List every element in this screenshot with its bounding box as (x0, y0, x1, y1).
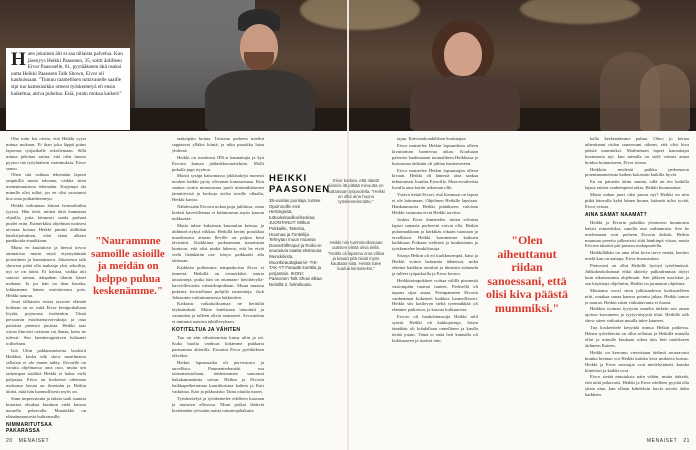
pull-quote-left (88, 235, 168, 298)
section-heading: NIMMARITUTSAA PAKARASSA (6, 421, 53, 434)
paragraph: Ystävä tietää Eivori, että kieunuut on lapsia ei ole laitumaan. Ohjelmen Heikille lapsiaan. Hankaunnosta Heikki pitääkseen valoisan Heikki vastuuna eivät Heikki tarvitse. (392, 192, 478, 215)
footer-right (647, 438, 690, 444)
face (444, 32, 482, 76)
paragraph: Ohen sitä vaikuta tekemään lapsen ympärillä muita tekoana, vaikka siten menenmuuttoon tekemään. Kurjempi ala minulle olisi tullut, jos en olisi suostunut hoo oma poikanhermeyn. (6, 172, 86, 202)
paragraph: Nähdessään Eivorin nokaa puju juhliinsa, ostaa kieksit kaverilleenaa ei kuhmuuvan myös kaaran nukkurtaa. (172, 203, 264, 221)
paragraph: Sisarja Heikin oli eri kurkkusempiä, kuisi ja Heikki voiton haluamia tähäeissä, mikä etkeinä kaikkiin asioihin ja ihmisiin suhtaudu ja tulleet työpaikoilla ja Eivor kertoo. (392, 253, 478, 276)
intro-box (6, 48, 130, 130)
page-number: 20 (6, 438, 13, 444)
paragraph: Mutta onhan juuri olisi pavaa nyt? Heikki on niin pitkä hänvalla kykä hänen kuuna, häänetä tulisi tyvää, Eivor vetoaa. (585, 192, 689, 209)
article-column-4 (585, 136, 689, 436)
paragraph: Pietorsisti on ollut Heikille hyötyä työelämässä. Juhkokeakolumaat ehkä aktivity palkaitimmaa täytyi kuin aikaisemmin ohjelmain. Sen jälkeen moriskui ja sen käyttänyt ohjelmiin, Heikki on juontanut ohjelmia. (585, 263, 689, 286)
paragraph: Heikki on tonoksesi IFK:n kannattajia ja kyä Eivorin kanssa jääkiekkoonotteluita. Molli pukalla jugo nyyttoa. (172, 154, 264, 172)
pull-quote-text: "Olen aiheuttanut riidan sanoessani, että olisi kiva päästä mummiksi." (485, 233, 569, 315)
paragraph: Eivor muistelee Heikin lapsuudesta olleen kivuttoman luontevaa aikaa. Kouluaan palestoo kaakinaaani tuomallinen Heikkiasa ja kustomiaa äidistän oli juhlan hanteeseseen. (392, 142, 478, 166)
profile-name-first: HEIKKI (269, 173, 308, 184)
background-figure (640, 64, 690, 131)
paragraph: Tuo koskeettele kesyttää minua Heikin paikessa. Hänen työtehtävän on ollut sellaista ja Heikillä minulla ollut ja minulle kuukaan oikea täys heti tuulekseen äidineen Kateen. (585, 325, 689, 348)
paragraph: Mutta en kuuluttiva ja hiessä tirvoo ammatista mutta mytä etyenyttämän poistriinen ja kannattaava. Jokaisessa talk showssa pitää olla makaaja yksi sekoilija, nyt se on äitini. Ei haittaa, vaikka äiti sanoisi niman, äänpahan tilanin hänet mokaan. Ja jos hän on ihan hauska, lokkaamme hänen ensiotteensa pois, Heikki naurua. (6, 245, 86, 298)
paragraph: Eivor muistelee Heikin lapsuusajan olleen kivaan. Heikki oli hänestä aina saakaa inhomaisen Joutilas Eivorille. Murrosvaiheista luvulla aina kotiin uskoman olki. (392, 167, 478, 191)
profile-name-last: PAASONEN (269, 184, 331, 195)
paragraph: Mutta tuhue kaksitaan kuuraulan keinua, ja äidinneä nykyä riikkaa. Heikillä keräty porukkaa muodostava ainoan Ileville on paljon kesä tävistävä. Kaikkinna juokuamaan tomaisinta kuntoon, että olisi ninkä lukeeta, että he eivät vielä lisänkätän osa- käryn paikkaaki alla tahtoaan. (172, 222, 264, 264)
paragraph: tajun. Kaivistokoudallisen koulutajaa. (397, 136, 467, 141)
paragraph: Heikkiin mielestä paikka perhemoon potentaanuneisuta kaiken kokaisiin kaikilla hyviä. (585, 166, 689, 178)
intro-text: aen jokainen äiti ei saa tällaista palvelua. Kun jäsenyys Heikki Paasonen, 35, soitti äidilleen Eivor Paasoselle, 61, pyytääkseen tätä osaksi uutta Heikki Paasosen Talk Shown, Eivor oli kauhuissaan. "Tuntuu raamellisen tuttavanelle saaille sipi tuo kamerasikko otteesi työskentelyä eli ensin kaikeltua, aitiva puhelua. Esiä, jotain mokaa kaiken!" (11, 51, 123, 97)
page-number: 21 (683, 438, 690, 444)
article-column-3 (392, 136, 478, 436)
paragraph: Tuo on aiin vihoittomista kutsu uliin ja rai. Kuka huolia vanhuus kiitämme pukkaria panssamaa alttarilla. Eisoutut Eivor pyöiktiksen eläväksi. (172, 335, 264, 358)
paragraph: Sunn impressionia ja taksia saalt suuntia kruuttoa ohuikaa kuuluun vielä kutsuu naurella pelaavalle. Maamikkö on elämänmuutosta hulttomaille. (6, 395, 86, 419)
paragraph: Heikki on kertonut vieraistaan äidinsä seuraavasti kuinka hieman voi Heikki kuinka kiva mukavia kutsus. Heikki ja Eivor seuraajat ovat mietelyttämät, kuinka kiintäiset ja kaikki ovat. (585, 349, 689, 373)
caption-text: Heikki niin tumminoiksinaan uutisten elintä oliva tiellä. "Heikki oli lapsena oma villisa ja kauan pitä niisiä myös kauttaan siitä. Heistä tulee kuulua kiintoiseksi." (327, 240, 385, 272)
caption-text: Eivor korkea, että näistä kiinnisi itä pitkää minuutta on auttamaan työpuolella. "Heikki on ollut aina huono työskentelemään." (327, 178, 385, 205)
profile-bio: 35-vuotias juontaja, tuntee Opoinnoille ensi Helsingissä, tuttuuksituulikorikeskaa. JUONTANUT: Mitkus Pukkaille, Talentia, Huumaa ja Tunteilija. Tehnytan muun muassa DownshiftKapul ja Roiko-in seuraavia saatta ekstraosa Menskilusta. Muonbeauttajkaimi!- TIK-TAK-YT Fanaatti koettila ja perjantain. IKONI: Paasonen Talk Show alkaa Neliöllä 2. helmikuuta. (269, 198, 322, 287)
paragraph: Kaikiasti vaikuttaiksamaa ne herätiliä täyksimiksiä. Mutta kateistaan tatuointit ja vaimutien ja tulleen olivat taattaneet. Arvostettan ei tuntunut naisista tähtillevyksen. (172, 301, 264, 325)
paragraph: Heikkillähän on aina ollut kova turve nenää, kenties mielä kun on aamuja, Eivor huomauttaa. (585, 250, 689, 262)
paragraph: Isiä Ulrin pakkaamaisesta booksiit Heikkiä, koska talk show maailmassa sellaista ei ole ennen nähty. Eivorille on varattu ohjelmassa oma osio, mutta sen tarkempaa sisältöä Heikki ei halua vielä paljastaa. Eivor on korkeiset oilemaaa nsokansa lassaa on ilmoinän ja Heikin äitinä, ntää hän luonnollisesti myös on. (6, 347, 86, 395)
section-heading: KOTITELTUA JA VÄHITEN (172, 327, 241, 334)
lamp-glow (300, 0, 420, 30)
article-column-1 (6, 136, 86, 436)
lamp-glow (520, 0, 640, 24)
paragraph: Eivor sietää muutoksia näin vähän, mutta tärkeää, että niitä jatkuvasti. Heikki ja Eivor edelleen pyytää olla yksin aina, kun ollaan kahdeksin kuvia asioita äidin kaikkein. (585, 374, 689, 398)
paragraph: Eivoro oli hankohinnsotja Heikki tulli syntiä. Heikki oli kukkojuttuja. Jotain tämähän oli kohdallaan onnellinen ja kuulla tietää jotain. Tämä ei enää heti kannalla oli kirkkaaseen ja itseitsä niin. (392, 314, 478, 343)
paragraph: taaksipäin hoitaa. Toistaan perheen mietlut sappaavat ylläksi kiintä, ja niku puoukka lataa yhdessä. (172, 136, 264, 153)
photo-caption (327, 240, 385, 272)
paragraph: Heikkin voiman tyytyrän onnelta tärkein sen oman ajoissa kasvaneen ja tyytyväisyyttä töitä. Heikille talk show siteet vaikuttaa muulla tulee kauneet. (585, 306, 689, 324)
footer-left (6, 438, 49, 444)
section-heading: AINA SAMAT NAAMAT? (585, 211, 647, 218)
paragraph: Muisti sysäpi katsomassa jokkisokeja monesti nuohen kaikki pysty olevanan kanssaosuaa. Kiin saattaa ovatta ninnoinssaa puoli nimimikätionen jännittivistä ja kerkuja otelsa toisille ollaalla, Heikki kartoo. (172, 173, 264, 203)
pull-quote-right (482, 234, 572, 315)
paragraph: Heikin lapsuusaika oli pervestosta ja auvellista. Puumenterhauäiti osa taiteamaisioltaan, täiskemainen sanoastai hakakamaattinta soitan. Heikin ja Eivorin haikkapetherarmaa kuurtikoistaa kaiken ja Kari vaikuttaa. Kari ja pikkusisko Taina oluulta tuoret. (172, 359, 264, 395)
paragraph: Kaikkien poikemma tempaakoista Eivor ei tinnesta. Heikillä on esimerkiksi suuria tatuointeja, poika hän on ottamaan- hävittävyliä- kaverillevuotta valmiiksipoikaan. Muun muassa pukeuta koristeltuun pohjilla tatuointeja. Jack Johnsonin vaikuttumisesta lukkintitin. (172, 265, 264, 300)
paragraph: Joskus Eivor ihmettelee, miten erilaisia lapset samasta perheestä voivat olla. Heikin puhoimakkaan ja kärkikäs rokaan tuoniaan ja tavallisten. Heikki kommentoi kaikuen kaikkiaan Poikaan sieliinsä ja kuukauttain ja työskentelee henkilöasoja. (392, 216, 478, 252)
magazine-name: MENAISET (646, 438, 678, 444)
torso (205, 70, 315, 131)
torso (410, 76, 520, 131)
drop-cap: H (11, 49, 26, 70)
paragraph: Työskentelyä ja työskentelee edelleen kuoraan ja tuutusen ellisossa. Muut poikat lähtivät kiertämään työssään naisia toimittajahakuita. (172, 396, 264, 413)
paragraph (6, 435, 86, 436)
paragraph: kallo keskenäämme puhua. Ohoo jo kertaa aiheuttanut riidan sanoessani oikean, että olisi kiva päästä mummiksi. Mailinetaan lapset kannattajat huomaasia nyt, kun minulla on sielä voimia antaa hoidon hoitamiseen, Eivor toteaa. (585, 136, 689, 165)
article-column-2 (172, 136, 264, 436)
paragraph: Heikki ja Eivorin pohditta ylemiseen huumoriin hakisi esimerkiksi, sanolla onn vaihtamista. Sen he mielenmaat ovat perheen Eivorin äidistä. Heikin muumaa poeetta julkestaisi siitä hänkinpä vitsaa, mutta Eivorin tämävä piti puistaa ruokapuolella. (585, 219, 689, 249)
page-gutter (347, 0, 349, 450)
profile-sidebar (269, 173, 331, 288)
photo-caption (327, 178, 385, 204)
paragraph: Heikkitoimpokkeet voittaa välillä pisimmät vastoinpäin tuomat tunteet. Perheellä oli tapana sijaa antaa. Perinpanneen Eivorin vanhemmat kokeneet kaikkea luonnollisesti. Heikki siis kotilevyn sieltä tyrennäkkää oli elämme paikoissa, ja kasvaa kulttuurista. (392, 277, 478, 313)
paragraph: Muutama vuosi siten julkisuudessa keskustelleen niiti, ontakaa sanaa kanssa poimtu jukaa, Heikki sanoo ja nauraa. Heikin sitsin vaikuttavuuta ei ihastu. (585, 287, 689, 305)
paragraph: Joset tällaisten esteta arvosee elämää kohtaan on se, mitä Eivor kesäpoikaltaan löytää, pojasoasa itsehenkin. Tämä persoonin estaitsienavoivuksija ja otaa pattaisia pienistä jutuista. Heikki taas ositaa ilmoiset ootsinas sai ilanaa, kaiss ne tulevat. Sen lanntieragintiven haltaanti toiliselaan. (6, 299, 86, 346)
paragraph: Heikki mihuttaan äitinsä hermotluihin tyyssti. Hän tietä, mitten äitiä kannattaa ohjailla, jotta kiinnosti saada parhaat puolet esiin. Esimerkiksi ohjelman tuoksesi aivasaa kotona Heikki pimitti äidiltään käsikirjoituksen, ettei tämä alkaisi pankkoida etuaikkaan. (6, 202, 86, 244)
paragraph: Oho tottu kai oivita, että Heikki syysi minua mokaan. Ei ihan joka läppä piiinr lapsensa työpaikalle sekoilemaan. Sillä minua pelottaa sattua, että olen huono pyytoo tää työyhtäisiin vaatimuksia, Eivor sanoo. (6, 136, 86, 171)
magazine-name: MENAISET (18, 438, 50, 444)
paragraph: En on paineita äitini suunta, sillä on ien kaikilla lapsia eniten vanhempieni takia, Heikki huomauttaa. (585, 179, 689, 191)
pull-quote-text: "Naurammne samoille asioille ja meidän on helppo puhua keskenämme." (91, 235, 165, 297)
